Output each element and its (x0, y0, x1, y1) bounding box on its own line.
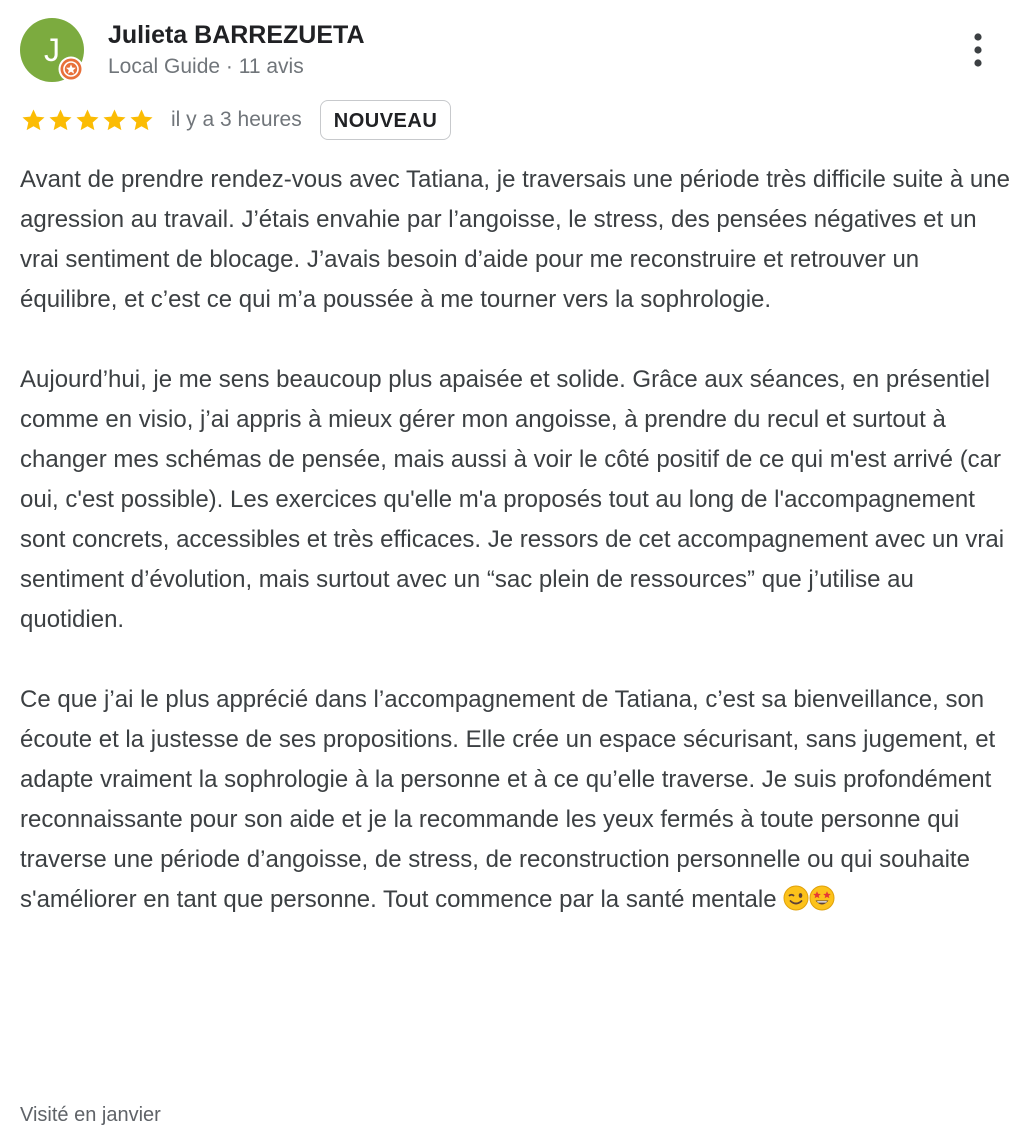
review-paragraph: Aujourd’hui, je me sens beaucoup plus apaisée et solide. Grâce aux séances, en présentiel comme en visio, j’ai appris à mieux gérer mon angoisse, à prendre du recul et surtout à changer mes schémas de pensée, mais aussi à voir le côté positif de ce qui m'est arrivé (car oui, c'est possible). Les exercices qu'elle m'a proposés tout au long de l'accompagnement sont concrets, accessibles et très efficaces. Je ressors de cet accompagnement avec un vrai sentiment d’évolution, mais surtout avec un “sac plein de ressources” que j’utilise au quotidien. (20, 366, 1005, 633)
review-paragraph-text: Ce que j’ai le plus apprécié dans l’accompagnement de Tatiana, c’est sa bienveillance, son écoute et la justesse de ses propositions. Elle crée un espace sécurisant, sans jugement, et adapte vraiment la sophrologie à la personne et à ce qu’elle traverse. Je suis profondément reconnaissante pour son aide et je la recommande les yeux fermés à toute personne qui traverse une période d’angoisse, de stress, de reconstruction personnelle ou qui souhaite s'améliorer en tant que personne. Tout commence par la santé mentale (20, 686, 996, 913)
reviewer-meta: Local Guide · 11 avis (108, 55, 304, 78)
review-paragraph: Avant de prendre rendez-vous avec Tatiana, je traversais une période très difficile suite à une agression au travail. J’étais envahie par l’angoisse, le stress, des pensées négatives et un vrai sentiment de blocage. J’avais besoin d’aide pour me reconstruire et retrouver un équilibre, et c’est ce qui m’a poussée à me tourner vers la sophrologie. (20, 166, 1010, 313)
avatar[interactable] (20, 18, 84, 82)
star-rating (20, 107, 155, 134)
star-icon (101, 107, 128, 134)
reviewer-name[interactable]: Julieta BARREZUETA (108, 21, 365, 49)
review-paragraph (20, 680, 1015, 920)
star-icon (47, 107, 74, 134)
more-options-button[interactable] (954, 28, 1002, 74)
review-time: il y a 3 heures (171, 108, 302, 131)
star-icon (128, 107, 155, 134)
avatar-initial: J (20, 18, 84, 82)
review-text (20, 160, 1015, 920)
star-icon (20, 107, 47, 134)
star-icon (74, 107, 101, 134)
visited-date: Visité en janvier (20, 1104, 161, 1126)
local-guide-star-icon (58, 56, 84, 82)
rating-row (20, 98, 451, 142)
new-badge: NOUVEAU (320, 100, 452, 140)
winking-face-emoji (783, 885, 809, 911)
more-vertical-icon (954, 28, 1002, 74)
star-struck-face-emoji (809, 885, 835, 911)
